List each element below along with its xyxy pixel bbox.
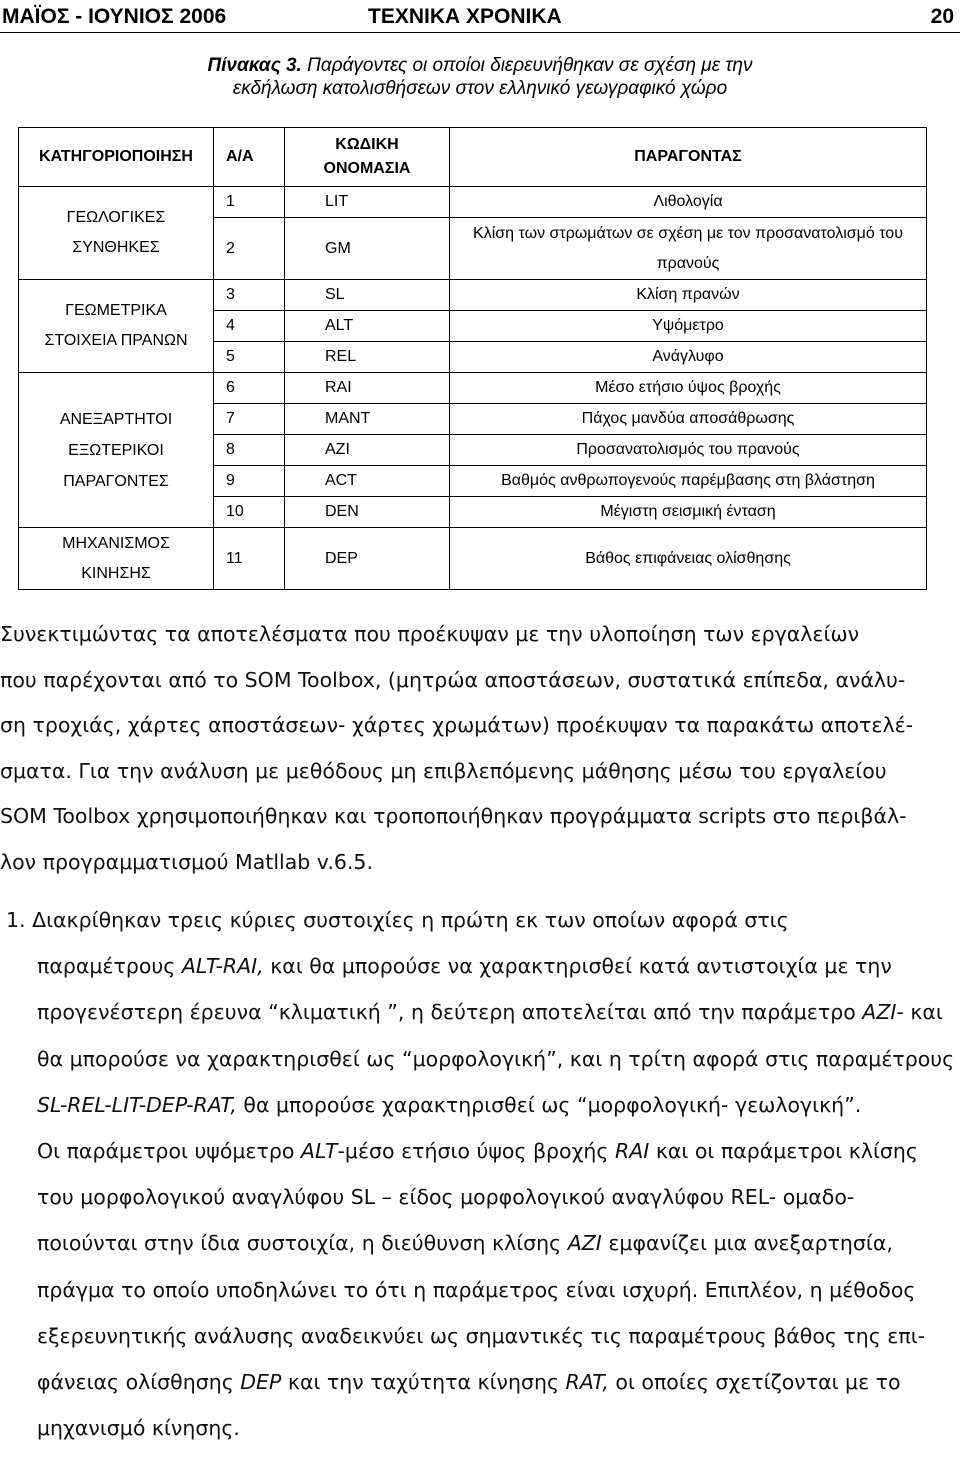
table-row	[19, 280, 927, 311]
text-span: ποιούνται στην ίδια συστοιχία, η διεύθυνση κλίσης	[37, 1231, 568, 1256]
category-label: ΣΤΟΙΧΕΙΑ ΠΡΑΝΩΝ	[44, 332, 188, 349]
page-header	[0, 2, 960, 33]
text-span: και οι παράμετροι κλίσης	[649, 1139, 918, 1164]
parameter-code: DEP	[240, 1370, 282, 1395]
header-code-line1: ΚΩΔΙΚΗ	[335, 136, 399, 153]
category-label: ΣΥΝΘΗΚΕΣ	[72, 239, 160, 256]
cell-factor: Υψόμετρο	[450, 311, 927, 342]
cell-aa: 2	[214, 218, 285, 280]
cell-code: AZI	[285, 435, 450, 466]
cell-factor-line2: πρανούς	[656, 254, 720, 272]
cell-aa: 1	[214, 187, 285, 218]
text-line: σματα. Για την ανάλυση με μεθόδους μη επιβλεπόμενης μάθησης μέσω του εργαλείου	[0, 758, 887, 783]
header-aa: Α/Α	[214, 128, 285, 187]
table-header-row	[19, 128, 927, 187]
text-span: πράγμα το οποίο υποδηλώνει το ότι η παράμετρος είναι ισχυρή. Επιπλέον, η μέθοδος	[37, 1277, 916, 1302]
parameter-code: AZI	[567, 1231, 602, 1256]
cell-aa: 11	[214, 528, 285, 590]
text-line	[0, 1220, 960, 1266]
parameter-code: ALT-RAI,	[181, 954, 264, 979]
table-row	[19, 373, 927, 404]
text-span: -μέσο ετήσιο ύψος βροχής	[337, 1139, 615, 1164]
parameter-code: RAT,	[565, 1370, 609, 1395]
text-line	[0, 1128, 960, 1174]
text-line	[0, 1267, 960, 1313]
cell-code: LIT	[285, 187, 450, 218]
header-code-line2: ΟΝΟΜΑΣΙΑ	[323, 160, 411, 177]
journal-title: ΤΕΧΝΙΚΑ ΧΡΟΝΙΚΑ	[368, 5, 562, 28]
cell-code: ACT	[285, 466, 450, 497]
text-span: και θα μπορούσε να χαρακτηρισθεί κατά αντιστοιχία με την	[263, 954, 892, 979]
text-span: εμφανίζει μια ανεξαρτησία,	[601, 1231, 893, 1256]
table-caption-label: Πίνακας 3.	[207, 55, 302, 76]
cell-aa: 4	[214, 311, 285, 342]
cell-factor: Προσανατολισμός του πρανούς	[450, 435, 927, 466]
clusters-paragraph	[0, 897, 960, 1451]
table-row	[19, 187, 927, 218]
text-line: ση τροχιάς, χάρτες αποστάσεων- χάρτες χρωμάτων) προέκυψαν τα παρακάτω αποτελέ-	[0, 713, 914, 737]
text-span: μηχανισμό κίνησης.	[37, 1416, 240, 1441]
category-label: ΓΕΩΜΕΤΡΙΚΑ	[65, 302, 167, 319]
category-label: ΕΞΩΤΕΡΙΚΟΙ	[68, 441, 164, 459]
cell-factor: Βαθμός ανθρωπογενούς παρέμβασης στη βλάστηση	[450, 466, 927, 497]
text-line: Συνεκτιμώντας τα αποτελέσματα που προέκυψαν με την υλοποίηση των εργαλείων	[0, 622, 860, 646]
cell-factor: Πάχος μανδύα αποσάθρωσης	[450, 404, 927, 435]
cell-aa: 8	[214, 435, 285, 466]
issue-date: ΜΑΪΟΣ - ΙΟΥΝΙΟΣ 2006	[2, 5, 227, 28]
cell-code: ALT	[285, 311, 450, 342]
category-label: ΠΑΡΑΓΟΝΤΕΣ	[63, 472, 169, 490]
table-row	[19, 528, 927, 590]
text-span: οι οποίες σχετίζονται με το	[608, 1370, 901, 1395]
table-caption-continued	[0, 78, 960, 100]
factors-table	[18, 127, 927, 590]
parameter-code: RAI	[614, 1139, 650, 1164]
cell-code: MANT	[285, 404, 450, 435]
text-span: και την ταχύτητα κίνησης	[281, 1370, 566, 1395]
cell-code: DEP	[285, 528, 450, 590]
text-line	[0, 1036, 960, 1082]
text-line	[0, 897, 960, 943]
cell-code: REL	[285, 342, 450, 373]
parameter-code: SL-REL-LIT-DEP-RAT,	[37, 1092, 237, 1117]
cell-factor: Λιθολογία	[450, 187, 927, 218]
cell-factor: Βάθος επιφάνειας ολίσθησης	[450, 528, 927, 590]
header-factor: ΠΑΡΑΓΟΝΤΑΣ	[450, 128, 927, 187]
header-category: ΚΑΤΗΓΟΡΙΟΠΟΙΗΣΗ	[19, 128, 214, 187]
cell-code: RAI	[285, 373, 450, 404]
cell-code: SL	[285, 280, 450, 311]
text-span: προγενέστερη έρευνα “κλιματική ”, η δεύτερη αποτελείται από την παράμετρο	[37, 1000, 863, 1025]
text-line: SOM Toolbox χρησιμοποιήθηκαν και τροποποιήθηκαν προγράμματα scripts στο περιβάλ-	[0, 804, 907, 828]
header-code	[285, 128, 450, 187]
cell-factor: Μέγιστη σεισμική ένταση	[450, 497, 927, 528]
text-span: φάνειας ολίσθησης	[37, 1370, 241, 1395]
text-span: του μορφολογικού αναγλύφου SL – είδος μορφολογικού αναγλύφου REL- ομαδο-	[37, 1185, 855, 1210]
category-label: ΑΝΕΞΑΡΤΗΤΟΙ	[59, 410, 173, 428]
cell-factor-line1: Κλίση των στρωμάτων σε σχέση με τον προσανατολισμό του	[473, 224, 903, 242]
text-span: παραμέτρους	[37, 954, 182, 979]
text-line: που παρέχονται από το SOM Toolbox, (μητρώα αποστάσεων, συστατικά επίπεδα, ανάλυ-	[0, 667, 906, 692]
cell-code: GM	[285, 218, 450, 280]
text-line	[0, 1313, 960, 1359]
category-geological	[19, 187, 214, 280]
cell-aa: 10	[214, 497, 285, 528]
text-line	[0, 1405, 960, 1451]
table-caption	[0, 55, 960, 77]
text-line	[0, 989, 960, 1035]
category-external	[19, 373, 214, 528]
text-line	[0, 1082, 960, 1128]
results-paragraph	[0, 612, 960, 885]
cell-aa: 5	[214, 342, 285, 373]
category-label: ΜΗΧΑΝΙΣΜΟΣ	[62, 534, 170, 552]
cell-code: DEN	[285, 497, 450, 528]
cell-factor: Κλίση πρανών	[450, 280, 927, 311]
text-span: Οι παράμετροι υψόμετρο	[37, 1139, 301, 1164]
table-caption-line2: εκδήλωση κατολισθήσεων στον ελληνικό γεωγραφικό χώρο	[232, 78, 728, 99]
cell-factor: Ανάγλυφο	[450, 342, 927, 373]
cell-aa: 9	[214, 466, 285, 497]
text-line	[0, 1174, 960, 1220]
text-line	[0, 943, 960, 989]
text-span: 1. Διακρίθηκαν τρεις κύριες συστοιχίες η πρώτη εκ των οποίων αφορά στις	[6, 908, 789, 932]
cell-aa: 7	[214, 404, 285, 435]
text-span: θα μπορούσε να χαρακτηρισθεί ως “μορφολογική”, και η τρίτη αφορά στις παραμέτρους	[37, 1046, 955, 1071]
cell-factor	[450, 218, 927, 280]
cell-aa: 6	[214, 373, 285, 404]
cell-aa: 3	[214, 280, 285, 311]
category-label: ΓΕΩΛΟΓΙΚΕΣ	[66, 209, 166, 226]
text-span: και	[903, 1000, 943, 1025]
page-number: 20	[930, 5, 954, 28]
table-caption-line1: Παράγοντες οι οποίοι διερευνήθηκαν σε σχέση με την	[301, 55, 753, 76]
text-line: λον προγραμματισμού Matllab v.6.5.	[0, 849, 373, 874]
text-line	[0, 1359, 960, 1405]
cell-factor: Μέσο ετήσιο ύψος βροχής	[450, 373, 927, 404]
category-geometric	[19, 280, 214, 373]
category-label: ΚΙΝΗΣΗΣ	[81, 564, 151, 582]
parameter-code: AZI-	[862, 1000, 904, 1025]
category-motion	[19, 528, 214, 590]
parameter-code: ALT	[300, 1139, 338, 1164]
text-span: θα μπορούσε χαρακτηρισθεί ως “μορφολογική- γεωλογική”.	[236, 1092, 862, 1117]
text-span: εξερευνητικής ανάλυσης αναδεικνύει ως σημαντικές τις παραμέτρους βάθος της επι-	[37, 1323, 926, 1348]
